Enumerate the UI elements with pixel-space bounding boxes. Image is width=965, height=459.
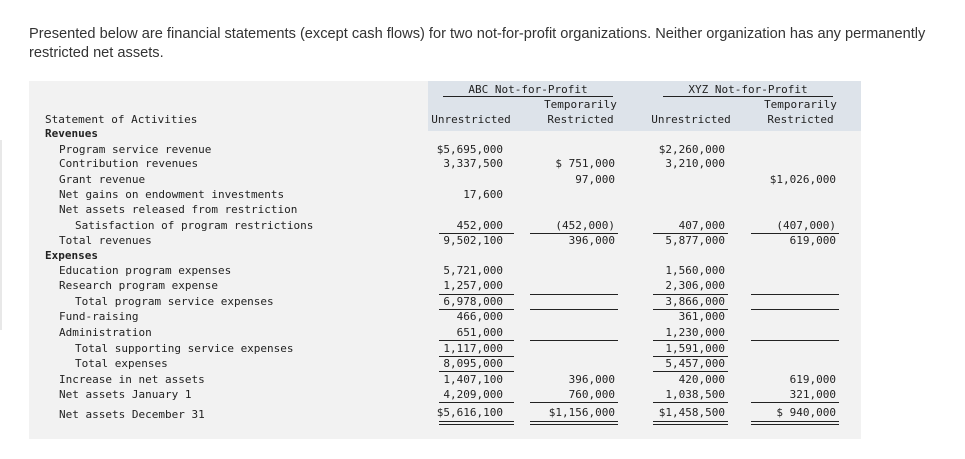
cell-xyz-unrestricted: 1,230,000	[665, 326, 725, 339]
cell-xyz-unrestricted: $2,260,000	[658, 143, 725, 156]
cell-xyz-unrestricted: 420,000	[678, 373, 725, 386]
cell-xyz-temporarily: 321,000	[789, 388, 836, 401]
cell-abc-temporarily: 396,000	[568, 234, 615, 247]
section-expenses: Expenses	[45, 249, 98, 262]
row-label: Net assets January 1	[59, 388, 192, 401]
statement-title: Statement of Activities	[45, 113, 198, 126]
cell-xyz-unrestricted: 3,210,000	[665, 157, 725, 170]
cell-xyz-unrestricted: 1,560,000	[665, 264, 725, 277]
abc-unrestricted-header: Unrestricted	[431, 113, 511, 126]
cell-xyz-unrestricted: 1,591,000	[665, 342, 725, 355]
cell-xyz-unrestricted: 1,038,500	[665, 388, 725, 401]
org-xyz-header: XYZ Not-for-Profit	[688, 83, 808, 96]
cell-abc-unrestricted: $5,616,100	[436, 406, 503, 419]
double-rule	[751, 421, 839, 425]
cell-abc-temporarily: $ 751,000	[555, 157, 615, 170]
cell-abc-temporarily: 97,000	[575, 173, 615, 186]
section-revenues: Revenues	[45, 127, 98, 140]
cell-abc-unrestricted: 9,502,100	[443, 234, 503, 247]
cell-xyz-unrestricted: 361,000	[678, 310, 725, 323]
row-label: Net gains on endowment investments	[59, 188, 285, 201]
problem-intro-text: Presented below are financial statements (except cash flows) for two not-for-profit organizations. Neither organization has any permanently restricted net assets.	[29, 26, 926, 61]
row-label: Satisfaction of program restrictions	[75, 219, 314, 232]
row-label: Total expenses	[75, 357, 168, 370]
row-label: Total supporting service expenses	[75, 342, 294, 355]
cell-abc-unrestricted: $5,695,000	[436, 143, 503, 156]
rule	[751, 402, 839, 403]
rule	[530, 402, 618, 403]
cell-abc-unrestricted: 1,117,000	[443, 342, 503, 355]
org-abc-underline	[443, 96, 613, 97]
abc-temp-header-line1: Temporarily	[544, 98, 617, 111]
cell-abc-unrestricted: 6,978,000	[443, 295, 503, 308]
left-edge-marker	[0, 140, 2, 330]
xyz-temp-header-line2: Restricted	[767, 113, 834, 126]
org-abc-header: ABC Not-for-Profit	[468, 83, 588, 96]
row-label: Research program expense	[59, 279, 218, 292]
cell-abc-unrestricted: 4,209,000	[443, 388, 503, 401]
cell-xyz-temporarily: 619,000	[789, 373, 836, 386]
cell-abc-unrestricted: 466,000	[456, 310, 503, 323]
cell-abc-temporarily: $1,156,000	[548, 406, 615, 419]
cell-xyz-unrestricted: 2,306,000	[665, 279, 725, 292]
rule	[439, 371, 514, 372]
rule	[653, 402, 728, 403]
cell-xyz-temporarily: $ 940,000	[776, 406, 836, 419]
rule	[439, 402, 514, 403]
rule	[530, 309, 618, 310]
row-label: Net assets December 31	[59, 408, 205, 421]
rule	[653, 340, 728, 341]
xyz-temp-header-line1: Temporarily	[764, 98, 837, 111]
cell-abc-unrestricted: 5,721,000	[443, 264, 503, 277]
rule	[439, 340, 514, 341]
statement-of-activities-table	[29, 81, 861, 439]
double-rule	[530, 421, 618, 425]
cell-xyz-unrestricted: 5,877,000	[665, 234, 725, 247]
row-label: Increase in net assets	[59, 373, 205, 386]
cell-abc-unrestricted: 651,000	[456, 326, 503, 339]
cell-xyz-temporarily: 619,000	[789, 234, 836, 247]
cell-xyz-temporarily: (407,000)	[776, 219, 836, 232]
rule	[653, 371, 728, 372]
rule	[751, 340, 839, 341]
cell-xyz-temporarily: $1,026,000	[769, 173, 836, 186]
cell-abc-unrestricted: 17,600	[463, 188, 503, 201]
row-label: Education program expenses	[59, 264, 232, 277]
cell-abc-unrestricted: 3,337,500	[443, 157, 503, 170]
double-rule	[653, 421, 728, 425]
row-label: Program service revenue	[59, 143, 212, 156]
org-xyz-underline	[663, 96, 833, 97]
cell-abc-unrestricted: 8,095,000	[443, 357, 503, 370]
row-label: Total revenues	[59, 234, 152, 247]
cell-xyz-unrestricted: 5,457,000	[665, 357, 725, 370]
row-label: Administration	[59, 326, 152, 339]
cell-abc-unrestricted: 1,407,100	[443, 373, 503, 386]
xyz-unrestricted-header: Unrestricted	[651, 113, 731, 126]
row-label: Net assets released from restriction	[59, 203, 298, 216]
cell-abc-temporarily: 396,000	[568, 373, 615, 386]
abc-temp-header-line2: Restricted	[547, 113, 614, 126]
cell-xyz-unrestricted: 407,000	[678, 219, 725, 232]
cell-abc-unrestricted: 452,000	[456, 219, 503, 232]
rule	[751, 309, 839, 310]
row-label: Grant revenue	[59, 173, 146, 186]
row-label: Total program service expenses	[75, 295, 274, 308]
rule	[530, 340, 618, 341]
row-label: Contribution revenues	[59, 157, 199, 170]
cell-xyz-unrestricted: $1,458,500	[658, 406, 725, 419]
cell-abc-temporarily: 760,000	[568, 388, 615, 401]
double-rule	[439, 421, 514, 425]
rule	[751, 294, 839, 295]
cell-xyz-unrestricted: 3,866,000	[665, 295, 725, 308]
cell-abc-unrestricted: 1,257,000	[443, 279, 503, 292]
rule	[530, 294, 618, 295]
row-label: Fund-raising	[59, 310, 139, 323]
cell-abc-temporarily: (452,000)	[555, 219, 615, 232]
